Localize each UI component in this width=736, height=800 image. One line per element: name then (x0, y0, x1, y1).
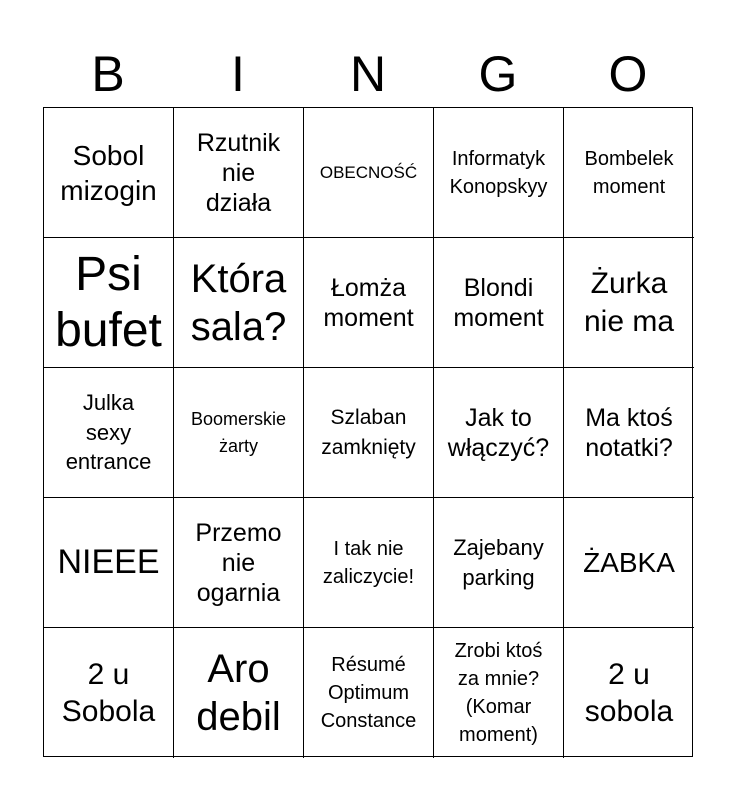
bingo-cell[interactable] (564, 498, 694, 628)
bingo-cell[interactable] (44, 628, 174, 758)
cell-text: Jak to włączyć? (447, 403, 550, 462)
bingo-grid (43, 107, 693, 757)
bingo-cell[interactable] (564, 628, 694, 758)
cell-text: Bombelek moment (584, 147, 674, 198)
cell-text: Aro debil (196, 647, 281, 739)
cell-text: ŻABKA (583, 547, 675, 578)
cell-text: Boomerskie żarty (190, 409, 287, 456)
cell-text: Blondi moment (453, 273, 544, 332)
cell-text: Która sala? (190, 256, 287, 349)
cell-text: Julka sexy entrance (65, 389, 152, 475)
cell-text: Ma ktoś notatki? (585, 403, 673, 462)
bingo-cell[interactable] (44, 498, 174, 628)
bingo-cell[interactable] (304, 368, 434, 498)
bingo-cell[interactable] (434, 238, 564, 368)
bingo-cell[interactable] (434, 628, 564, 758)
header-letter-o: O (608, 46, 648, 102)
bingo-cell[interactable] (44, 368, 174, 498)
cell-text: Résumé Optimum Constance (320, 654, 417, 732)
cell-text: NIEEE (57, 543, 160, 582)
cell-text: I tak nie zaliczycie! (322, 537, 415, 588)
bingo-cell[interactable] (44, 108, 174, 238)
bingo-cell[interactable] (174, 238, 304, 368)
bingo-cell[interactable] (174, 108, 304, 238)
cell-text: 2 u sobola (584, 657, 674, 728)
header-letter-g: G (478, 46, 518, 102)
bingo-cell[interactable] (174, 498, 304, 628)
bingo-cell[interactable] (304, 628, 434, 758)
bingo-cell[interactable] (304, 108, 434, 238)
cell-text: Psi bufet (55, 248, 162, 357)
cell-text: Łomża moment (323, 273, 414, 332)
bingo-cell[interactable] (434, 108, 564, 238)
cell-text: Sobol mizogin (60, 139, 157, 206)
cell-text: Szlaban zamknięty (321, 406, 416, 459)
header-letter-b: B (91, 46, 125, 102)
cell-text: Zajebany parking (453, 534, 544, 590)
bingo-header (43, 40, 693, 108)
bingo-cell[interactable] (304, 498, 434, 628)
bingo-cell[interactable] (304, 238, 434, 368)
cell-text: OBECNOŚĆ (319, 162, 418, 182)
bingo-cell[interactable] (564, 368, 694, 498)
bingo-cell[interactable] (434, 498, 564, 628)
bingo-cell[interactable] (564, 108, 694, 238)
cell-text: Informatyk Konopskyy (449, 147, 548, 198)
bingo-cell[interactable] (174, 368, 304, 498)
bingo-cell[interactable] (564, 238, 694, 368)
bingo-cell[interactable] (434, 368, 564, 498)
bingo-cell[interactable] (44, 238, 174, 368)
header-letter-i: I (231, 46, 245, 102)
cell-text: Rzutnik nie działa (196, 128, 281, 217)
bingo-cell[interactable] (174, 628, 304, 758)
cell-text: Przemo nie ogarnia (195, 518, 282, 607)
cell-text: Żurka nie ma (583, 267, 675, 338)
header-letter-n: N (349, 46, 387, 102)
cell-text: 2 u Sobola (61, 657, 156, 728)
cell-text: Zrobi ktoś za mnie? (Komar moment) (454, 640, 543, 746)
